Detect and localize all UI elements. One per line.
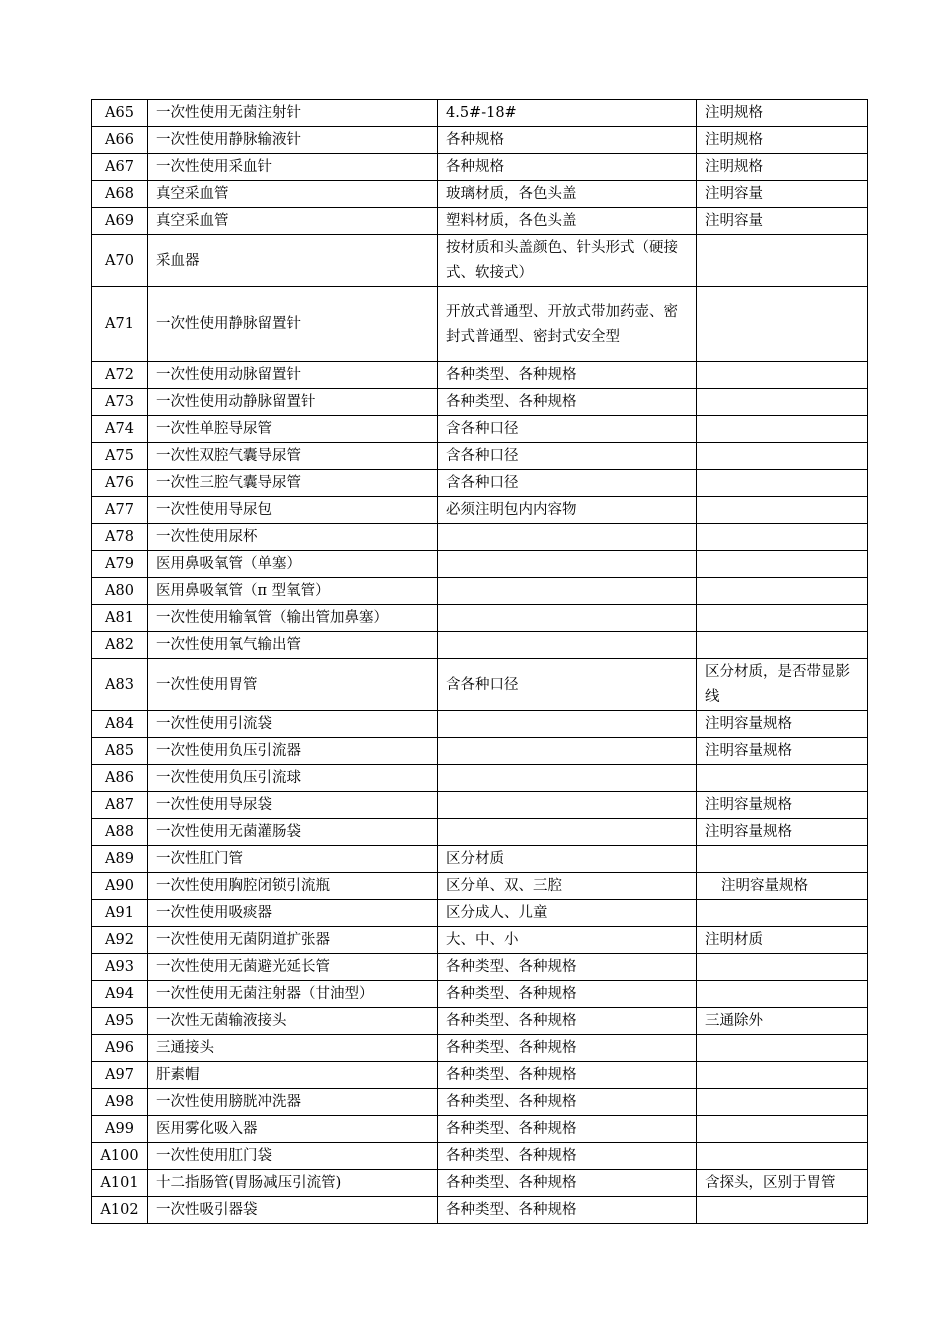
item-spec-cell (438, 792, 697, 819)
item-code-cell: A88 (92, 819, 148, 846)
item-name-cell: 医用鼻吸氧管（π 型氧管） (148, 578, 438, 605)
item-name-cell: 真空采血管 (148, 208, 438, 235)
item-note-cell (697, 1116, 868, 1143)
item-note-cell (697, 470, 868, 497)
item-name-cell: 医用鼻吸氧管（单塞） (148, 551, 438, 578)
item-name-cell: 一次性吸引器袋 (148, 1197, 438, 1224)
item-note-cell (697, 846, 868, 873)
item-name-cell: 肝素帽 (148, 1062, 438, 1089)
table-row (92, 819, 868, 846)
table-row (92, 711, 868, 738)
item-note-cell (697, 900, 868, 927)
item-name-cell: 一次性使用静脉输液针 (148, 127, 438, 154)
product-table (91, 99, 868, 1224)
table-row (92, 470, 868, 497)
item-code-cell: A89 (92, 846, 148, 873)
item-code-cell: A102 (92, 1197, 148, 1224)
item-note-cell (697, 1197, 868, 1224)
item-spec-cell (438, 765, 697, 792)
item-note-cell (697, 1143, 868, 1170)
item-spec-cell: 各种类型、各种规格 (438, 1035, 697, 1062)
item-note-cell: 注明材质 (697, 927, 868, 954)
table-row (92, 578, 868, 605)
item-note-cell: 注明容量规格 (697, 873, 868, 900)
item-note-cell (697, 235, 868, 287)
item-name-cell: 一次性使用肛门袋 (148, 1143, 438, 1170)
table-row (92, 632, 868, 659)
item-code-cell: A92 (92, 927, 148, 954)
item-code-cell: A79 (92, 551, 148, 578)
item-note-cell (697, 1062, 868, 1089)
table-row (92, 605, 868, 632)
table-row (92, 524, 868, 551)
table-row (92, 100, 868, 127)
item-code-cell: A69 (92, 208, 148, 235)
item-code-cell: A72 (92, 362, 148, 389)
item-note-cell (697, 551, 868, 578)
item-code-cell: A73 (92, 389, 148, 416)
item-spec-cell (438, 578, 697, 605)
item-code-cell: A71 (92, 287, 148, 362)
item-code-cell: A99 (92, 1116, 148, 1143)
item-name-cell: 一次性三腔气囊导尿管 (148, 470, 438, 497)
item-name-cell: 一次性使用输氧管（输出管加鼻塞） (148, 605, 438, 632)
item-note-cell (697, 443, 868, 470)
item-name-cell: 一次性使用无菌注射针 (148, 100, 438, 127)
table-row (92, 927, 868, 954)
table-row (92, 792, 868, 819)
item-name-cell: 一次性使用无菌避光延长管 (148, 954, 438, 981)
item-name-cell: 一次性使用导尿包 (148, 497, 438, 524)
table-row (92, 551, 868, 578)
item-spec-cell (438, 711, 697, 738)
item-note-cell (697, 524, 868, 551)
item-spec-cell: 各种类型、各种规格 (438, 1143, 697, 1170)
item-spec-cell: 区分成人、儿童 (438, 900, 697, 927)
item-code-cell: A90 (92, 873, 148, 900)
item-note-cell (697, 362, 868, 389)
item-spec-cell (438, 819, 697, 846)
item-spec-cell: 各种类型、各种规格 (438, 1089, 697, 1116)
item-code-cell: A100 (92, 1143, 148, 1170)
item-code-cell: A101 (92, 1170, 148, 1197)
table-row (92, 1116, 868, 1143)
item-code-cell: A87 (92, 792, 148, 819)
item-name-cell: 真空采血管 (148, 181, 438, 208)
item-name-cell: 采血器 (148, 235, 438, 287)
item-name-cell: 一次性使用导尿袋 (148, 792, 438, 819)
table-row (92, 1089, 868, 1116)
item-name-cell: 一次性使用负压引流球 (148, 765, 438, 792)
item-note-cell: 注明容量 (697, 181, 868, 208)
item-spec-cell: 各种类型、各种规格 (438, 1008, 697, 1035)
item-name-cell: 一次性使用负压引流器 (148, 738, 438, 765)
item-name-cell: 医用雾化吸入器 (148, 1116, 438, 1143)
item-name-cell: 一次性使用动静脉留置针 (148, 389, 438, 416)
item-note-cell (697, 497, 868, 524)
item-name-cell: 一次性使用引流袋 (148, 711, 438, 738)
item-spec-cell (438, 738, 697, 765)
item-note-cell: 注明容量规格 (697, 711, 868, 738)
item-spec-cell (438, 605, 697, 632)
item-name-cell: 一次性使用胃管 (148, 659, 438, 711)
item-note-cell (697, 981, 868, 1008)
item-spec-cell: 各种类型、各种规格 (438, 389, 697, 416)
item-name-cell: 一次性使用无菌灌肠袋 (148, 819, 438, 846)
table-row (92, 497, 868, 524)
item-note-cell (697, 605, 868, 632)
item-note-cell (697, 287, 868, 362)
item-note-cell: 含探头，区别于胃管 (697, 1170, 868, 1197)
item-code-cell: A94 (92, 981, 148, 1008)
item-name-cell: 一次性使用膀胱冲洗器 (148, 1089, 438, 1116)
table-row (92, 873, 868, 900)
item-spec-cell: 含各种口径 (438, 443, 697, 470)
table-row (92, 659, 868, 711)
item-code-cell: A65 (92, 100, 148, 127)
table-row (92, 181, 868, 208)
item-spec-cell: 含各种口径 (438, 659, 697, 711)
item-spec-cell: 各种类型、各种规格 (438, 1062, 697, 1089)
item-code-cell: A68 (92, 181, 148, 208)
item-note-cell (697, 954, 868, 981)
item-name-cell: 一次性双腔气囊导尿管 (148, 443, 438, 470)
item-code-cell: A75 (92, 443, 148, 470)
item-spec-cell: 按材质和头盖颜色、针头形式（硬接式、软接式） (438, 235, 697, 287)
item-code-cell: A83 (92, 659, 148, 711)
item-note-cell (697, 578, 868, 605)
item-spec-cell: 大、中、小 (438, 927, 697, 954)
item-code-cell: A67 (92, 154, 148, 181)
item-code-cell: A82 (92, 632, 148, 659)
item-code-cell: A74 (92, 416, 148, 443)
table-row (92, 235, 868, 287)
table-row (92, 1170, 868, 1197)
table-row (92, 1008, 868, 1035)
table-row (92, 900, 868, 927)
item-code-cell: A81 (92, 605, 148, 632)
item-name-cell: 一次性使用尿杯 (148, 524, 438, 551)
item-note-cell (697, 1035, 868, 1062)
item-spec-cell: 各种规格 (438, 127, 697, 154)
item-note-cell: 注明规格 (697, 154, 868, 181)
item-code-cell: A80 (92, 578, 148, 605)
item-name-cell: 一次性单腔导尿管 (148, 416, 438, 443)
item-spec-cell: 塑料材质，各色头盖 (438, 208, 697, 235)
item-code-cell: A91 (92, 900, 148, 927)
item-name-cell: 一次性使用无菌注射器（甘油型） (148, 981, 438, 1008)
item-spec-cell: 区分单、双、三腔 (438, 873, 697, 900)
table-row (92, 208, 868, 235)
item-note-cell (697, 389, 868, 416)
item-note-cell: 注明容量 (697, 208, 868, 235)
item-code-cell: A84 (92, 711, 148, 738)
table-row (92, 1197, 868, 1224)
table-row (92, 416, 868, 443)
item-spec-cell (438, 551, 697, 578)
item-note-cell: 注明规格 (697, 100, 868, 127)
item-note-cell: 注明规格 (697, 127, 868, 154)
item-name-cell: 一次性肛门管 (148, 846, 438, 873)
item-spec-cell: 各种类型、各种规格 (438, 954, 697, 981)
item-spec-cell: 玻璃材质，各色头盖 (438, 181, 697, 208)
item-note-cell (697, 416, 868, 443)
item-code-cell: A85 (92, 738, 148, 765)
item-spec-cell: 各种类型、各种规格 (438, 1116, 697, 1143)
item-spec-cell: 各种类型、各种规格 (438, 981, 697, 1008)
item-name-cell: 一次性使用无菌阴道扩张器 (148, 927, 438, 954)
item-note-cell: 注明容量规格 (697, 738, 868, 765)
item-spec-cell: 各种类型、各种规格 (438, 362, 697, 389)
item-spec-cell: 含各种口径 (438, 470, 697, 497)
item-spec-cell: 含各种口径 (438, 416, 697, 443)
item-name-cell: 一次性使用动脉留置针 (148, 362, 438, 389)
item-spec-cell: 区分材质 (438, 846, 697, 873)
item-name-cell: 一次性无菌输液接头 (148, 1008, 438, 1035)
item-code-cell: A77 (92, 497, 148, 524)
item-spec-cell: 必须注明包内内容物 (438, 497, 697, 524)
table-row (92, 389, 868, 416)
table-row (92, 1035, 868, 1062)
table-row (92, 738, 868, 765)
item-note-cell: 注明容量规格 (697, 819, 868, 846)
item-spec-cell (438, 524, 697, 551)
item-spec-cell: 开放式普通型、开放式带加药壶、密封式普通型、密封式安全型 (438, 287, 697, 362)
item-name-cell: 一次性使用胸腔闭锁引流瓶 (148, 873, 438, 900)
item-name-cell: 三通接头 (148, 1035, 438, 1062)
item-code-cell: A70 (92, 235, 148, 287)
item-code-cell: A93 (92, 954, 148, 981)
table-row (92, 287, 868, 362)
item-name-cell: 一次性使用吸痰器 (148, 900, 438, 927)
item-spec-cell: 4.5#-18# (438, 100, 697, 127)
item-note-cell (697, 1089, 868, 1116)
table-row (92, 127, 868, 154)
item-code-cell: A78 (92, 524, 148, 551)
item-code-cell: A95 (92, 1008, 148, 1035)
table-row (92, 981, 868, 1008)
item-code-cell: A86 (92, 765, 148, 792)
item-code-cell: A96 (92, 1035, 148, 1062)
table-row (92, 443, 868, 470)
table-row (92, 954, 868, 981)
item-spec-cell: 各种类型、各种规格 (438, 1197, 697, 1224)
item-note-cell: 注明容量规格 (697, 792, 868, 819)
item-code-cell: A97 (92, 1062, 148, 1089)
item-note-cell: 区分材质，是否带显影线 (697, 659, 868, 711)
item-name-cell: 一次性使用采血针 (148, 154, 438, 181)
item-code-cell: A76 (92, 470, 148, 497)
table-row (92, 765, 868, 792)
item-code-cell: A98 (92, 1089, 148, 1116)
item-name-cell: 一次性使用静脉留置针 (148, 287, 438, 362)
item-spec-cell: 各种类型、各种规格 (438, 1170, 697, 1197)
item-name-cell: 一次性使用氧气输出管 (148, 632, 438, 659)
item-name-cell: 十二指肠管(胃肠减压引流管) (148, 1170, 438, 1197)
item-spec-cell (438, 632, 697, 659)
table-row (92, 154, 868, 181)
item-code-cell: A66 (92, 127, 148, 154)
item-note-cell (697, 765, 868, 792)
item-note-cell: 三通除外 (697, 1008, 868, 1035)
item-note-cell (697, 632, 868, 659)
table-row (92, 362, 868, 389)
item-spec-cell: 各种规格 (438, 154, 697, 181)
table-row (92, 1062, 868, 1089)
table-body (92, 100, 868, 1224)
table-row (92, 846, 868, 873)
table-row (92, 1143, 868, 1170)
